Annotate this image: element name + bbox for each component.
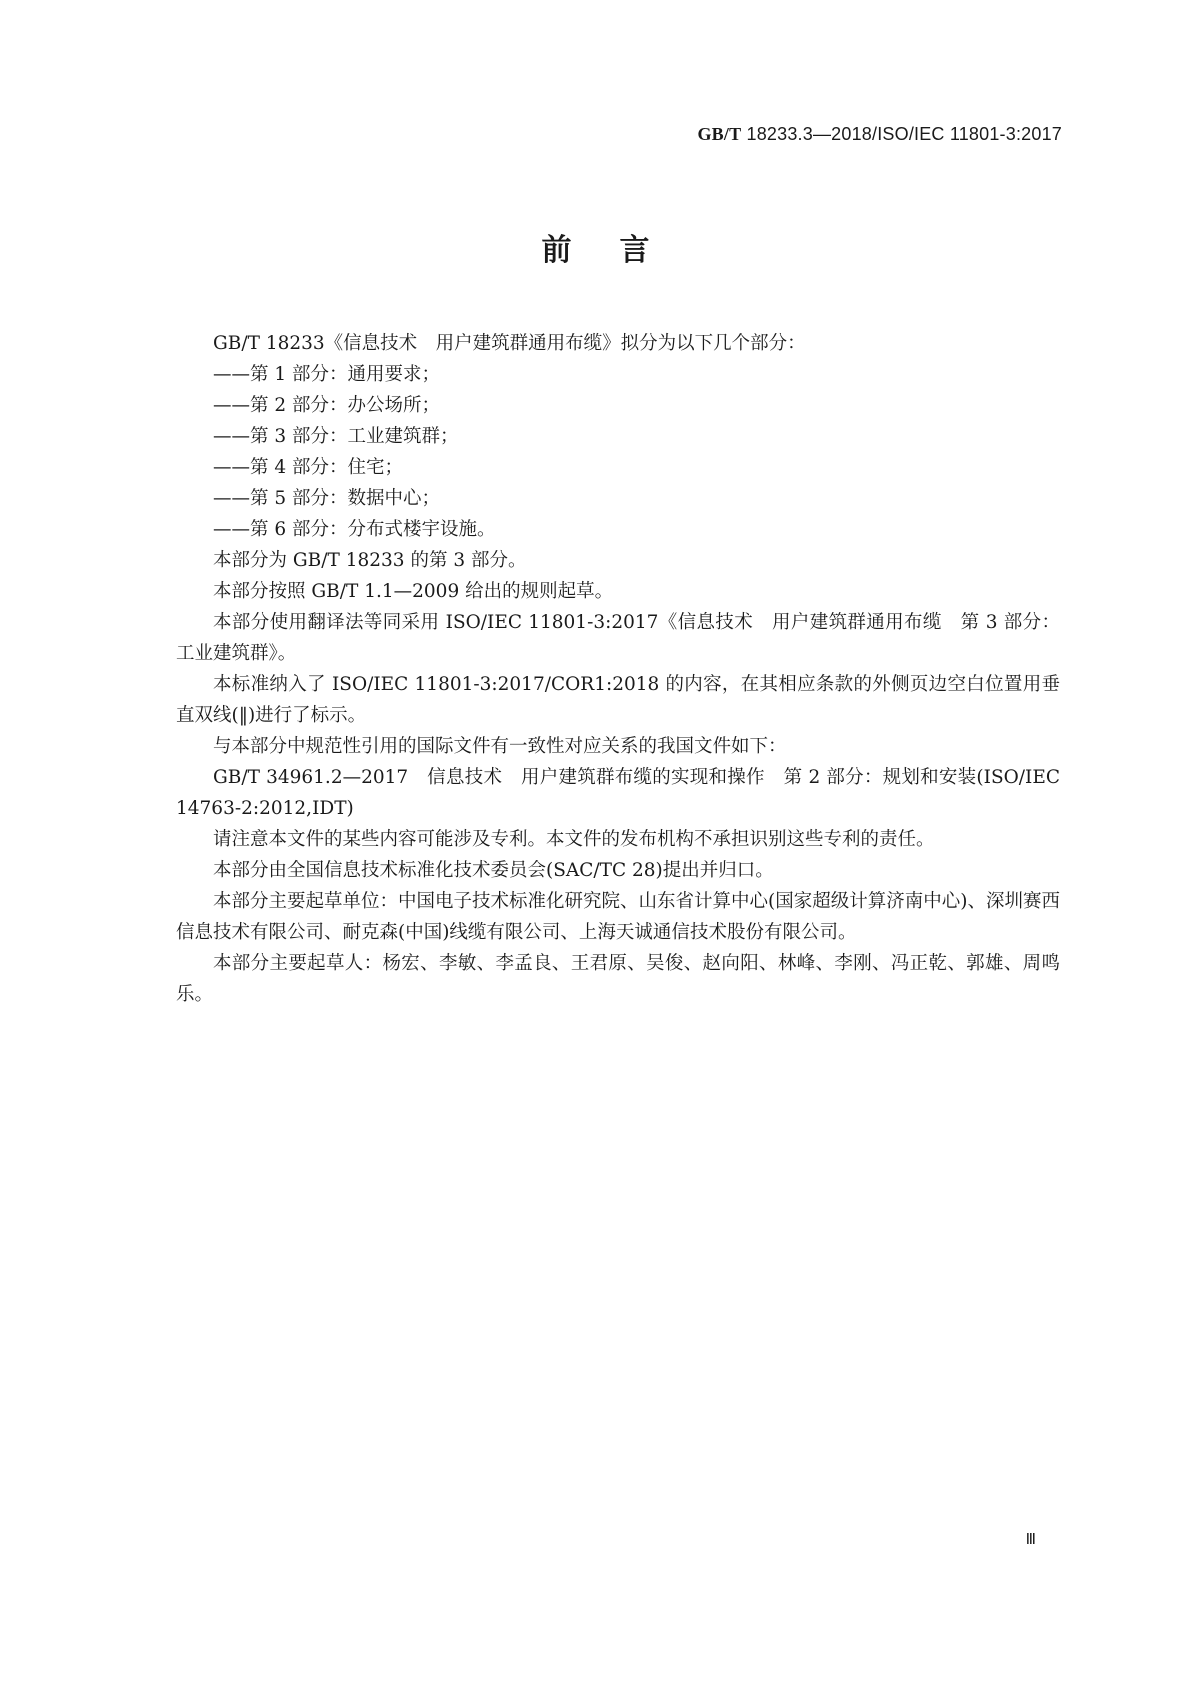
paragraph-correspondence: 与本部分中规范性引用的国际文件有一致性对应关系的我国文件如下： (213, 736, 787, 757)
document-code-header (697, 124, 1062, 145)
paragraph-patent-notice: 请注意本文件的某些内容可能涉及专利。本文件的发布机构不承担识别这些专利的责任。 (213, 829, 935, 850)
paragraph-translation: 本部分使用翻译法等同采用 ISO/IEC 11801-3:2017《信息技术 用户建筑群通用布缆 第 3 部分：工业建筑群》。 (176, 612, 1060, 664)
list-item-part-4: ——第 4 部分：住宅； (213, 457, 404, 478)
page-title: 前言 (541, 233, 698, 268)
list-item-part-5: ——第 5 部分：数据中心； (213, 488, 441, 509)
list-item-part-6: ——第 6 部分：分布式楼宇设施。 (213, 519, 496, 540)
standard-prefix: GB/T (697, 124, 742, 144)
standard-number: 18233.3—2018/ISO/IEC 11801-3:2017 (746, 124, 1062, 144)
list-item-part-3: ——第 3 部分：工业建筑群； (213, 426, 459, 447)
foreword-body (176, 328, 1060, 1010)
list-item-part-2: ——第 2 部分：办公场所； (213, 395, 441, 416)
paragraph-drafting-rules: 本部分按照 GB/T 1.1—2009 给出的规则起草。 (213, 581, 614, 602)
paragraph-committee: 本部分由全国信息技术标准化技术委员会(SAC/TC 28)提出并归口。 (213, 860, 774, 881)
page-number: Ⅲ (1025, 1532, 1036, 1548)
paragraph-reference-standard: GB/T 34961.2—2017 信息技术 用户建筑群布缆的实现和操作 第 2 部分：规划和安装(ISO/IEC 14763-2:2012,IDT) (176, 767, 1060, 819)
list-item-part-1: ——第 1 部分：通用要求； (213, 364, 441, 385)
paragraph-corrigendum: 本标准纳入了 ISO/IEC 11801-3:2017/COR1:2018 的内容，在其相应条款的外侧页边空白位置用垂直双线(‖)进行了标示。 (176, 674, 1060, 726)
paragraph-intro: GB/T 18233《信息技术 用户建筑群通用布缆》拟分为以下几个部分： (213, 333, 806, 354)
paragraph-part-statement: 本部分为 GB/T 18233 的第 3 部分。 (213, 550, 527, 571)
paragraph-drafting-units: 本部分主要起草单位：中国电子技术标准化研究院、山东省计算中心(国家超级计算济南中心)、深圳赛西信息技术有限公司、耐克森(中国)线缆有限公司、上海天诚通信技术股份有限公司。 (176, 891, 1060, 943)
paragraph-drafters: 本部分主要起草人：杨宏、李敏、李孟良、王君原、吴俊、赵向阳、林峰、李刚、冯正乾、郭雄、周鸣乐。 (176, 953, 1060, 1005)
